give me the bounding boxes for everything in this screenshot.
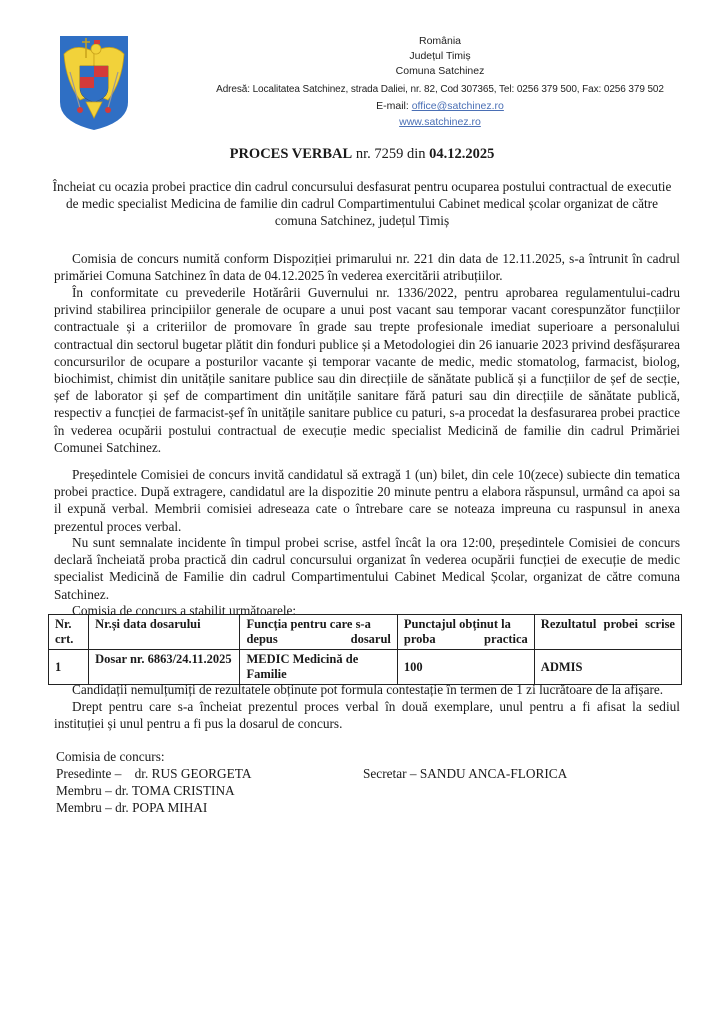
- col-header-result: Rezultatul probei scrise: [534, 615, 681, 650]
- romania-coat-of-arms-icon: [58, 32, 130, 132]
- title-number: nr. 7259 din: [352, 146, 430, 162]
- cell-score: 100: [397, 650, 534, 685]
- col-header-function: Funcția pentru care s-a depus dosarul: [240, 615, 397, 650]
- document-subtitle: Încheiat cu ocazia probei practice din cadrul concursului desfasurat pentru ocuparea postului contractual de executie de medic specialist Medicina de familie din cadrul Compartimentului Cabinet medical școlar organizat de către comuna Satchinez, județul Timiș: [52, 179, 672, 228]
- paragraph-procedure: Președintele Comisiei de concurs invită candidatul să extragă 1 (un) bilet, din cele 10(zece) subiecte din tematica probei practice. După extragere, candidatul are la dispozitie 20 minute pentru a elabora răspunsul, urmând ca apoi sa il expună verbal. Membrii comisiei adreseaza cate o întrebare care se noteaza impreuna cu raspunsul in anexa prezentul proces verbal.: [54, 467, 680, 534]
- paragraph-results-intro: Comisia de concurs a stabilit următoarele:: [72, 603, 297, 618]
- col-header-score: Punctajul obținut la proba practica: [397, 615, 534, 650]
- header-county: Județul Timiș: [409, 50, 471, 62]
- commission-heading: Comisia de concurs:: [56, 749, 165, 764]
- document-title: [0, 146, 724, 163]
- header-country: România: [418, 35, 462, 47]
- header-address: Adresă: Localitatea Satchinez, strada Daliei, nr. 82, Cod 307365, Tel: 0256 379 500, Fax: 0256 379 502: [216, 84, 664, 95]
- commission-secretary: Secretar – SANDU ANCA-FLORICA: [363, 766, 568, 781]
- email-label: E-mail:: [376, 100, 412, 112]
- cell-nr: 1: [49, 650, 89, 685]
- commission-president: Presedinte – dr. RUS GEORGETA: [56, 766, 252, 781]
- cell-function: MEDIC Medicină de Familie: [240, 650, 397, 685]
- paragraph-commission: Comisia de concurs numită conform Dispoziției primarului nr. 221 din data de 12.11.2025, s-a întrunit în cadrul primăriei Comuna Satchinez în data de 04.12.2025 în vederea exercitării atribuțiilor.: [54, 251, 680, 284]
- title-date: 04.12.2025: [429, 146, 495, 162]
- header-email-line: [160, 99, 720, 114]
- paragraph-copies: Drept pentru care s-a încheiat prezentul proces verbal în două exemplare, unul pentru a fi afisat la sediul instituției și unul pentru a fi pus la dosarul de concurs.: [54, 699, 680, 732]
- email-link[interactable]: office@satchinez.ro: [411, 100, 504, 112]
- results-table: [48, 614, 682, 685]
- paragraph-legal-basis: În conformitate cu prevederile Hotărârii Guvernului nr. 1336/2022, pentru aprobarea regulamentului-cadru privind stabilirea principiilor generale de ocupare a unui post vacant sau temporar vacant corespunzător funcțiilor contractuale și a criteriilor de promovare în grade sau trepte profesionale imediat superioare a personalului contractual din sectorul bugetar plătit din fonduri publice și a Metodologiei din 26 ianuarie 2023 privind desfășurarea concursurilor de ocupare a posturilor vacante și temporar vacante de medic, medic stomatolog, farmacist, biolog, biochimist, chimist din unitățile sanitare publice sau din direcțiile de sănătate publică și a funcțiilor de șef de secție, șef de laborator și șef de compartiment din unitățile sanitare fără paturi sau din direcțiile de sănătate publică, respectiv a funcției de farmacist-șef în unitățile sanitare publice cu paturi, s-a procedat la desfasurarea probei practice în vederea ocupării postului contractual de execuție medic specialist Medicină de familie din cadrul Primăriei Comunei Satchinez.: [54, 285, 680, 455]
- cell-file: Dosar nr. 6863/24.11.2025: [89, 650, 240, 685]
- table-header-row: [49, 615, 682, 650]
- header-website-line: [160, 115, 720, 130]
- commission-member-1: Membru – dr. TOMA CRISTINA: [56, 783, 235, 798]
- website-link[interactable]: www.satchinez.ro: [399, 116, 481, 128]
- cell-result: ADMIS: [534, 650, 681, 685]
- title-doc-type: PROCES VERBAL: [229, 146, 353, 162]
- table-row: [49, 650, 682, 685]
- header-commune: Comuna Satchinez: [395, 65, 485, 77]
- col-header-file: Nr.și data dosarului: [89, 615, 240, 650]
- paragraph-appeal: Candidații nemulțumiți de rezultatele obținute pot formula contestație în termen de 1 zi lucrătoare de la afișare.: [72, 682, 664, 697]
- col-header-nr: Nr. crt.: [49, 615, 89, 650]
- commission-member-2: Membru – dr. POPA MIHAI: [56, 800, 208, 815]
- paragraph-conclusion: Nu sunt semnalate incidente în timpul probei scrise, astfel încât la ora 12:00, președintele Comisiei de concurs declară încheiată proba practică din cadrul concursului organizat în vederea ocupării funcției de execuție de medic specialist Medicină de Familie din cadrul Compartimentului Cabinet Medical Școlar, organizat de către comuna Satchinez.: [54, 535, 680, 602]
